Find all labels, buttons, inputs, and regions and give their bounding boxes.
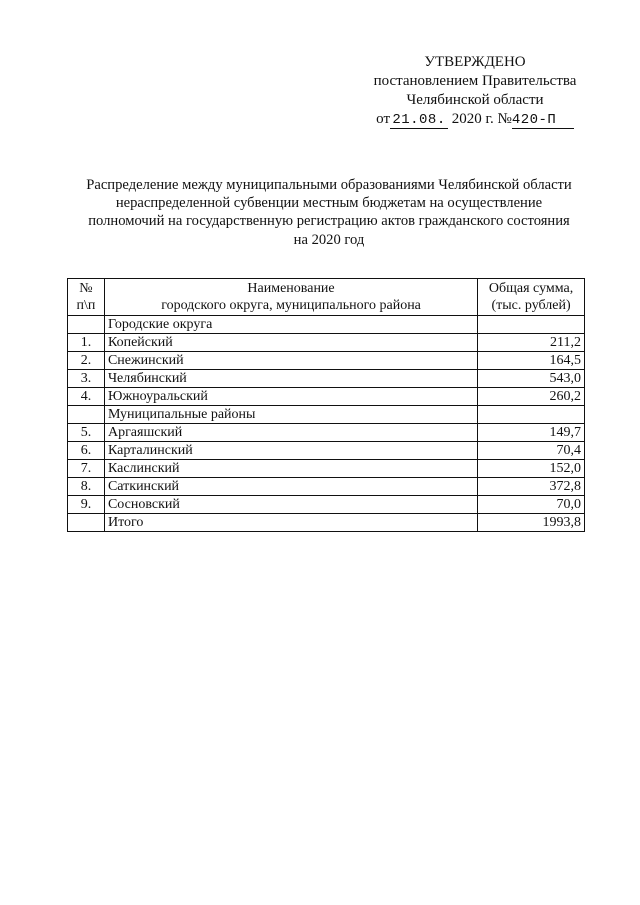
row-num: 7.	[68, 460, 105, 478]
row-name: Снежинский	[104, 352, 477, 370]
approval-block	[330, 53, 620, 129]
row-amount: 149,7	[478, 424, 585, 442]
row-name: Карталинский	[104, 442, 477, 460]
table-row	[68, 370, 585, 388]
title-line-3: полномочий на государственную регистрацию актов гражданского состояния	[88, 213, 570, 230]
row-amount: 543,0	[478, 370, 585, 388]
table-row	[68, 442, 585, 460]
row-name: Челябинский	[104, 370, 477, 388]
row-num: 4.	[68, 388, 105, 406]
section-label-districts: Муниципальные районы	[104, 406, 477, 424]
row-name: Южноуральский	[104, 388, 477, 406]
row-num: 8.	[68, 478, 105, 496]
year-text: 2020 г. №	[451, 111, 512, 127]
approved-region-line: Челябинской области	[406, 92, 544, 108]
row-num: 3.	[68, 370, 105, 388]
header-num-line-1: №	[79, 281, 93, 296]
header-sum	[478, 279, 585, 316]
table-row	[68, 460, 585, 478]
header-sum-line-1: Общая сумма,	[488, 281, 574, 296]
title-line-2: нераспределенной субвенции местным бюджетам на осуществление	[115, 195, 543, 212]
row-num: 6.	[68, 442, 105, 460]
row-amount: 372,8	[478, 478, 585, 496]
title-line-4: на 2020 год	[293, 231, 365, 248]
table-row	[68, 478, 585, 496]
row-name: Копейский	[104, 334, 477, 352]
header-sum-line-2: (тыс. рублей)	[491, 298, 571, 313]
table-row	[68, 388, 585, 406]
row-amount: 260,2	[478, 388, 585, 406]
header-name	[104, 279, 477, 316]
approved-by-line: постановлением Правительства	[373, 73, 577, 89]
section-row-districts	[68, 406, 585, 424]
header-name-line-2: городского округа, муниципального района	[161, 298, 421, 313]
date-prefix: от	[376, 111, 391, 127]
row-name: Саткинский	[104, 478, 477, 496]
title-line-1: Распределение между муниципальными образованиями Челябинской области	[86, 177, 572, 193]
table-header-row	[68, 279, 585, 316]
document-title	[70, 176, 588, 249]
row-num: 5.	[68, 424, 105, 442]
header-num-line-2: п\п	[76, 298, 96, 313]
row-num: 9.	[68, 496, 105, 514]
section-label-urban: Городские округа	[104, 316, 477, 334]
table-row	[68, 352, 585, 370]
approval-date-line	[330, 110, 620, 129]
row-amount: 70,0	[478, 496, 585, 514]
row-num: 1.	[68, 334, 105, 352]
section-row-urban	[68, 316, 585, 334]
total-amount: 1993,8	[478, 514, 585, 532]
table-row	[68, 424, 585, 442]
distribution-table	[67, 278, 585, 532]
table-row	[68, 334, 585, 352]
row-name: Каслинский	[104, 460, 477, 478]
row-amount: 152,0	[478, 460, 585, 478]
row-name: Сосновский	[104, 496, 477, 514]
total-row	[68, 514, 585, 532]
table-row	[68, 496, 585, 514]
header-num	[68, 279, 105, 316]
total-label: Итого	[104, 514, 477, 532]
row-num: 2.	[68, 352, 105, 370]
approval-number: 420-П	[512, 113, 574, 129]
approval-date: 21.08.	[390, 113, 448, 129]
row-amount: 164,5	[478, 352, 585, 370]
row-name: Аргаяшский	[104, 424, 477, 442]
approved-heading: УТВЕРЖДЕНО	[424, 54, 526, 70]
row-amount: 211,2	[478, 334, 585, 352]
header-name-line-1: Наименование	[247, 281, 335, 296]
row-amount: 70,4	[478, 442, 585, 460]
